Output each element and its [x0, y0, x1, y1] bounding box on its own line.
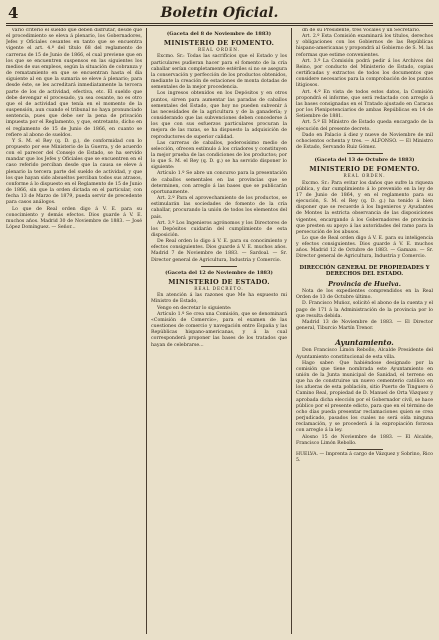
gazette-reference: (Gaceta del 12 de Noviembre de 1883)	[165, 269, 273, 276]
body-paragraph: Art. 4.º En vista de todos estos datos, la Comisión propondrá el informe, que será redactado con arreglo á las bases consignadas en el Tratado ajustado en Caracas por los Plenipotenciarios de ambas Repúblicas en 14 de Setiembre de 1881.	[296, 89, 433, 120]
body-paragraph: Hago saber: Que habiéndose designado por la comisión que tiene nombrada este Ayuntamiento en unión de la Junta municipal de Sanidad, el terreno en que ha de construirse un nuevo cementerio católico en los afueras de esta población, sitio Puerto de Tinguero ó Camino Real, propiedad de D. Manuel de Orta Vázquez y aprobada dicha elección por el Gobernador civil, se hace público por el presente edicto, para que en el término de ocho días pueda presentar reclamaciones quien se crea perjudicado, pasados los cuales no será oída ninguna reclamación, y se procederá á la expropiación forzosa con arreglo á la ley.	[296, 360, 433, 434]
body-paragraph: Y S. M. el Rey (q. D. g.), de conformidad con lo propuesto por ese Ministerio de la Guerra, y de acuerdo con el parecer del Consejo de Estado, se ha servido mandar que los Jefes y Oficiales que se encuentren en el caso referido perciban desde que la causa se eleve á plenario la tercera parte del sueldo de actividad, y que los que hayan sido absueltos perciban todos sus atrasos, conforme á lo dispuesto en el Reglamento de 15 de Junio de 1866, sin que la orden dictada en el particular, con fecha 13 de Marzo de 1879, pueda servir de precedente para casos análogos.	[6, 138, 142, 206]
columns	[6, 28, 433, 634]
section-heading: Provincia de Huelva.	[328, 280, 401, 288]
masthead-rule-top	[6, 23, 433, 24]
body-paragraph: Don Francisco Limón Rebollo, Alcalde Presidente del Ayuntamiento constitucional de esta villa.	[296, 348, 433, 360]
column-3	[296, 28, 433, 634]
body-paragraph: Vengo en decretar lo siguiente:	[157, 305, 232, 311]
publication-title: Boletin Oficial.	[160, 5, 279, 21]
directorate-heading: DIRECCIÓN GENERAL DE PROPIEDADES Y DERECHOS DEL ESTADO.	[299, 264, 430, 277]
decree-label: REAL ORDEN.	[343, 173, 386, 179]
body-paragraph: Art. 3.º La Comisión podrá pedir á los Archivos del Reino, por conducto del Ministerio de Estado, copias certificadas y extractos de todos los documentos que considere necesarios para la comprobación de los puntos litigiosos.	[296, 58, 433, 89]
body-paragraph: Art. 5.º El Ministro de Estado queda encargado de la ejecución del presente decreto.	[296, 120, 433, 132]
body-paragraph: Las carreras de caballos, poderosísimo medio de selección, ofrecen estímulo á los criadores y constituyen la mejor prueba de las condiciones de los productos; por lo que S. M. el Rey (q. D. g.) se ha servido disponer lo siguiente:	[151, 140, 287, 171]
ministry-heading: MINISTERIO DE FOMENTO.	[309, 165, 420, 174]
masthead-rule-bottom	[6, 25, 433, 26]
column-divider	[146, 28, 147, 634]
body-paragraph: Nota de los expedientes comprendidos en la Real Orden de 13 de Octubre último.	[296, 289, 433, 301]
body-paragraph: vario criterio el sueldo que deben disfrutar, desde que el procedimiento se eleva á plenario, los Gobernadores, Jefes y Oficiales cesantes en tanto que se encuentra vigente el art. 4.º del título 68 del reglamento de carreras de 15 de Junio de 1866, el cual previene que en los que se encuentren suspensos en las siguientes los medios de sus empleos, según la situación de cobranza y de rematamiento en que se encuentran hasta el día siguiente al en que la sumaria se eleve á plenario; para desde éste, se les acreditará inmediatamente la tercera parte de los de actividad, efectiva, etc. El sueldo que debe devengar el procesado, ya sea cesante, no es otro que el de actividad que tenía en el momento de la suspensión, aun cuando el tribunal no haya pronunciado sentencia, pues que debe ser la pena de privación impuesta por el Reglamento, y que, entretanto, dicho en el reglamento de 15 de Junio de 1866, en cuanto se refiere al abono de sueldos.	[6, 28, 142, 138]
gazette-reference: (Gaceta del 8 de Noviembre de 1883)	[166, 31, 272, 37]
body-paragraph: Art. 2.º Para el aprovechamiento de los productos, se estimularán las sociedades de fomento de la cría caballar, procurando la unión de todos los elementos del país.	[151, 196, 287, 220]
section-divider	[347, 153, 383, 154]
page-number: 4	[8, 4, 19, 22]
masthead	[6, 4, 433, 24]
body-paragraph: Alosno 15 de Noviembre de 1883. — El Alcalde, Francisco Limón Rebollo.	[296, 434, 433, 446]
body-paragraph: Art. 3.º Los Ingenieros agrónomos y los Directores de los Depósitos cuidarán del cumplimiento de esta disposición.	[151, 220, 287, 238]
column-2	[151, 28, 287, 634]
column-1	[6, 28, 142, 634]
column-divider	[291, 28, 292, 634]
decree-label: REAL DECRETO.	[194, 286, 244, 292]
body-paragraph: Lo que de Real orden digo á V. E. para su inteligencia y efectos consiguientes. Dios guarde á V. E. muchos años. Madrid 12 de Octubre de 1883. — Gamazo. — Sr. Director general de Agricultura, Industria y Comercio.	[296, 236, 433, 260]
section-divider	[347, 449, 383, 450]
body-paragraph: Madrid 13 de Noviembre de 1883. — El Director general, Tiburcio Martín Trenor.	[296, 319, 433, 332]
body-paragraph: Los ingresos obtenidos en los Depósitos y en otros puntos, sirven para aumentar las paradas de caballos sementales del Estado, que hoy no pueden subvenir á las necesidades de la agricultura y de la ganadería; y considerando que las subvenciones deben concederse á los que con sus esfuerzos particulares procuran la mejora de las razas, se ha dispuesto la adquisición de reproductores de superior calidad.	[151, 91, 287, 140]
body-paragraph: En atención á las razones que Me ha expuesto mi Ministro de Estado,	[151, 293, 287, 305]
section-divider	[201, 266, 237, 267]
ministry-heading: MINISTERIO DE ESTADO.	[168, 277, 270, 286]
printer-footer: HUELVA. — Imprenta á cargo de Vázquez y Sobrino, Rico 5.	[296, 451, 433, 463]
body-paragraph: Excmo. Sr.: Para evitar los daños que sufre la riqueza pública, y dar cumplimiento á lo prevenido en la ley de 17 de Junio de 1864, y en el reglamento para su ejecución, S. M. el Rey (q. D. g.) ha tenido á bien disponer que se recuerde á los Ingenieros y Ayudantes de Montes la estricta observancia de las disposiciones vigentes, encargando á los Gobernadores de provincia que presten su apoyo á las autoridades del ramo para la persecución de los abusos.	[296, 180, 433, 235]
section-heading: Ayuntamiento.	[335, 338, 394, 348]
body-paragraph: Dado en Palacio á diez y nueve de Noviembre de mil ochocientos ochenta y tres. — ALFONSO. — El Ministro de Estado, Servando Ruiz Gómez.	[296, 132, 433, 150]
body-paragraph: Lo que de Real orden digo á V. E. para su conocimiento y demás efectos. Dios guarde á V. E. muchos años. Madrid 30 de Noviembre de 1883. — José López Domínguez. — Señor...	[6, 206, 142, 230]
gazette-reference: (Gaceta del 13 de Octubre de 1883)	[314, 157, 415, 164]
body-paragraph: dh de su Presidente, tres Vocales y un Secretario.	[302, 28, 421, 33]
decree-label: REAL ORDEN.	[197, 47, 241, 53]
body-paragraph: Excmo. Sr.: Todas las sacrificios que el Estado y los particulares pudieran hacer para el fomento de la cría caballar serían completamente estériles si no se asegura la conservación y perfección de los productos obtenidos, mediante la creación de estaciones de monta dotadas de sementales de la mejor procedencia.	[151, 54, 287, 91]
body-paragraph: Artículo 1.º Se abre un concurso para la presentación de caballos sementales en las provincias que se determinen, con arreglo á las bases que se publicarán oportunamente.	[151, 171, 287, 195]
body-paragraph: Artículo 1.º Se crea una Comisión, que se denominará «Comisión de Comercio», para el examen de las cuestiones de comercio y navegación entre España y las Repúblicas hispano-americanas, y á la cual corresponderá proponer las bases de los tratados que hayan de celebrarse...	[151, 311, 287, 348]
body-paragraph: Art. 2.º Esta Comisión examinará los títulos, derechos y obligaciones con los Gobiernos de las Repúblicas hispano-americanas y propondrá al Gobierno de S. M. las reformas que estime convenientes.	[296, 34, 433, 58]
body-paragraph: De Real orden lo digo á V. E. para su conocimiento y efectos consiguientes. Dios guarde á V. E. muchos años. Madrid 7 de Noviembre de 1883. — Sardoal. — Sr. Director general de Agricultura, Industria y Comercio.	[151, 239, 287, 263]
ministry-heading: MINISTERIO DE FOMENTO.	[163, 39, 275, 48]
body-paragraph: D. Francisco Muñoz, solicitó el abono de la cuenta y el pago de 171 á la Administración de la provincia por lo que resulta debida.	[296, 301, 433, 319]
